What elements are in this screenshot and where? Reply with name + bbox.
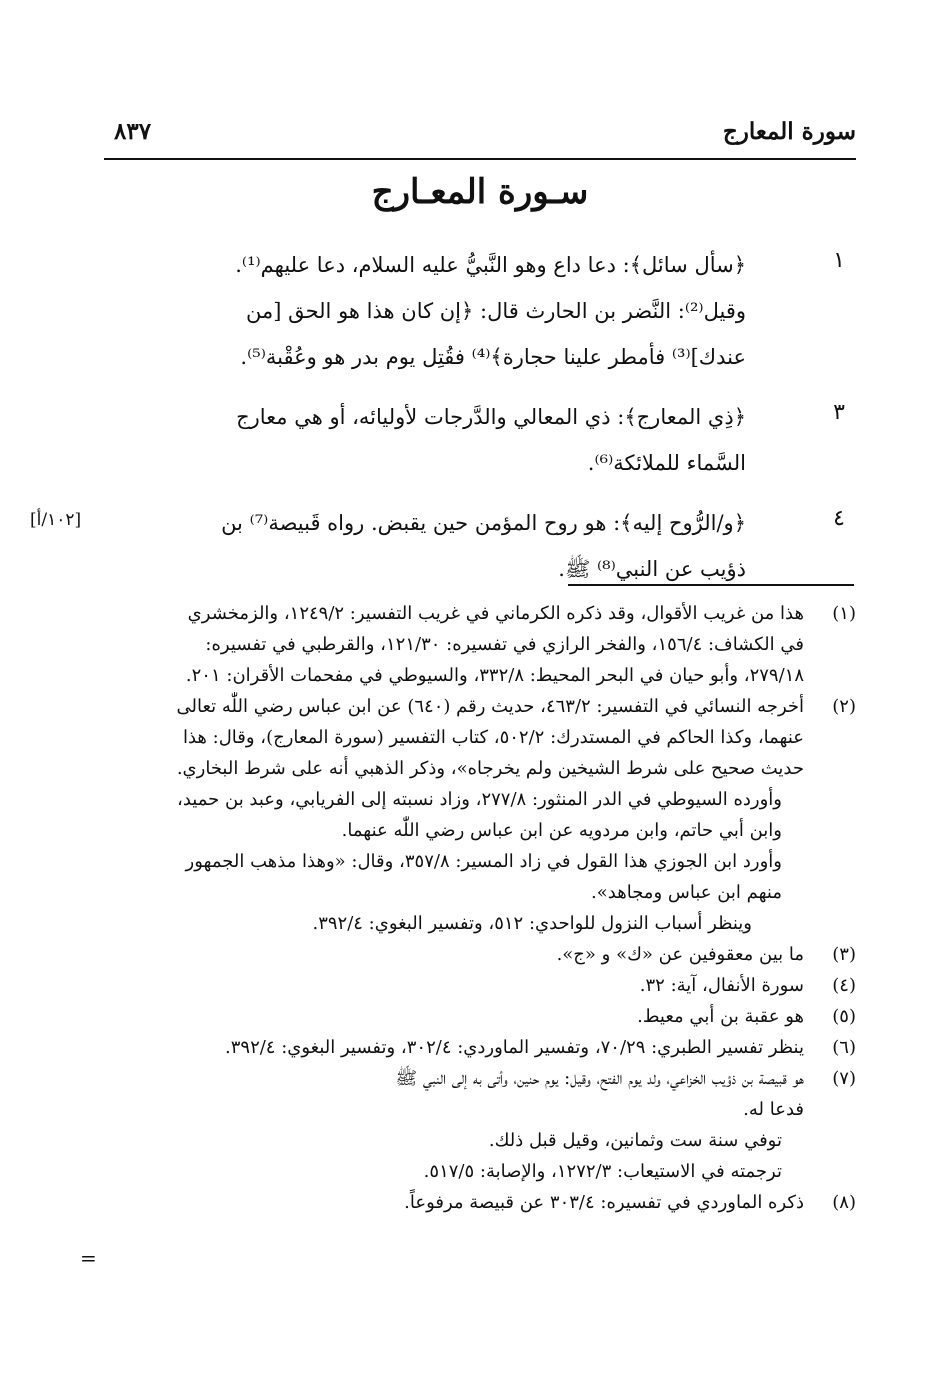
footnote-number: (١) xyxy=(832,603,856,624)
footnote-paragraph xyxy=(104,784,856,908)
verse-number: ١ xyxy=(833,248,845,273)
verse-block xyxy=(104,394,856,486)
verse-line: وقيل⁽²⁾: النَّضر بن الحارث قال: ﴿إن كان هذا هو الحق [من xyxy=(245,299,746,323)
footnote-number: (٧) xyxy=(832,1068,856,1089)
footnote xyxy=(104,1001,856,1032)
footnote xyxy=(104,1063,856,1125)
footnote-paragraph xyxy=(104,908,856,939)
footnote-number: (٦) xyxy=(832,1037,856,1058)
footnote-number: (٥) xyxy=(832,1006,856,1027)
footnote xyxy=(104,939,856,970)
footnote-line: فدعا له. xyxy=(743,1099,804,1120)
footnote-line: عنهما، وكذا الحاكم في المستدرك: ٥٠٢/٢، كتاب التفسير (سورة المعارج)، وقال: هذا xyxy=(182,727,804,748)
footnote-line: وأورده السيوطي في الدر المنثور: ٢٧٧/٨، وزاد نسبته إلى الفريابي، وعبد بن حميد، xyxy=(177,789,782,810)
verse-line: السَّماء للملائكة⁽⁶⁾. xyxy=(587,451,746,475)
footnotes-section xyxy=(104,598,856,1218)
footnote-line: وينظر أسباب النزول للواحدي: ٥١٢، وتفسير البغوي: ٣٩٢/٤. xyxy=(312,913,752,934)
footnote-number: (٣) xyxy=(832,944,856,965)
footnote-line: ينظر تفسير الطبري: ٧٠/٢٩، وتفسير الماوردي: ٣٠٢/٤، وتفسير البغوي: ٣٩٢/٤. xyxy=(225,1037,804,1058)
verses-section xyxy=(30,242,856,606)
verse-line: ذؤيب عن النبي⁽⁸⁾ ﷺ. xyxy=(558,557,746,581)
header-rule xyxy=(104,158,856,160)
footnote-line: أخرجه النسائي في التفسير: ٤٦٣/٢، حديث رقم (٦٤٠) عن ابن عباس رضي اللّٰه تعالى xyxy=(176,696,804,717)
verse-number: ٤ xyxy=(833,506,845,531)
footnote-line: وابن أبي حاتم، وابن مردويه عن ابن عباس رضي اللّٰه عنهما. xyxy=(341,820,782,841)
footnote-line: توفي سنة ست وثمانين، وقيل قبل ذلك. xyxy=(488,1130,782,1151)
surah-title: سـورة المعـارج xyxy=(371,172,589,212)
footnote-number: (٨) xyxy=(832,1192,856,1213)
footnote-line: ٢٧٩/١٨، وأبو حيان في البحر المحيط: ٣٣٢/٨، والسيوطي في مفحمات الأقران: ٢٠١. xyxy=(185,665,804,686)
footnote-line: ذكره الماوردي في تفسيره: ٣٠٣/٤ عن قبيصة مرفوعاً. xyxy=(404,1192,804,1213)
verse-line: ﴿ذِي المعارج﴾: ذي المعالي والدَّرجات لأوليائه، أو هي معارج xyxy=(236,405,746,429)
footnote-line: هذا من غريب الأقوال، وقد ذكره الكرماني في غريب التفسير: ١٢٤٩/٢، والزمخشري xyxy=(187,603,804,624)
footnote xyxy=(104,598,856,691)
footnote-line: هو عقبة بن أبي معيط. xyxy=(637,1006,804,1027)
footnote xyxy=(104,1187,856,1218)
footnote xyxy=(104,1032,856,1063)
running-title: سورة المعارج xyxy=(722,118,856,145)
footnote-line: منهم ابن عباس ومجاهد». xyxy=(591,882,782,903)
footnote xyxy=(104,970,856,1001)
footnote-rule xyxy=(568,584,854,586)
footnote-line: هو قبيصة بن ذؤيب الخزاعي، ولد يوم الفتح، وقيل: يوم حنين، وأتى به إلى النبي ﷺ xyxy=(395,1068,804,1089)
manuscript-folio-ref: [١٠٢/أ] xyxy=(30,510,82,530)
footnote-line: ما بين معقوفين عن «ك» و «ج». xyxy=(556,944,804,965)
footnote xyxy=(104,691,856,784)
footnote-line: ترجمته في الاستيعاب: ١٢٧٢/٣، والإصابة: ٥١٧/٥. xyxy=(423,1161,782,1182)
footnote-number: (٢) xyxy=(832,696,856,717)
running-head xyxy=(104,118,856,156)
verse-line: عندك]⁽³⁾ فأمطر علينا حجارة﴾⁽⁴⁾ فقُتِل يوم بدر هو وعُقْبة⁽⁵⁾. xyxy=(240,345,746,369)
continuation-mark: = xyxy=(80,1246,97,1270)
verse-line: ﴿سأل سائل﴾: دعا داع وهو النَّبيُّ عليه السلام، دعا عليهم⁽¹⁾. xyxy=(235,253,746,277)
verse-block xyxy=(30,500,856,592)
footnote-paragraph xyxy=(104,1125,856,1187)
footnote-line: سورة الأنفال، آية: ٣٢. xyxy=(639,975,804,996)
page-number: ٨٣٧ xyxy=(114,118,152,145)
footnote-line: حديث صحيح على شرط الشيخين ولم يخرجاه»، وذكر الذهبي أنه على شرط البخاري. xyxy=(176,758,804,779)
footnote-number: (٤) xyxy=(832,975,856,996)
footnote-line: في الكشاف: ١٥٦/٤، والفخر الرازي في تفسيره: ١٢١/٣٠، والقرطبي في تفسيره: xyxy=(205,634,804,655)
verse-number: ٣ xyxy=(833,400,845,425)
verse-block xyxy=(104,242,856,380)
footnote-line: وأورد ابن الجوزي هذا القول في زاد المسير: ٣٥٧/٨، وقال: «وهذا مذهب الجمهور xyxy=(185,851,782,872)
verse-line: ﴿و/الرُّوح إليه﴾: هو روح المؤمن حين يقبض. رواه قَبيصة⁽⁷⁾ بن xyxy=(221,511,746,535)
